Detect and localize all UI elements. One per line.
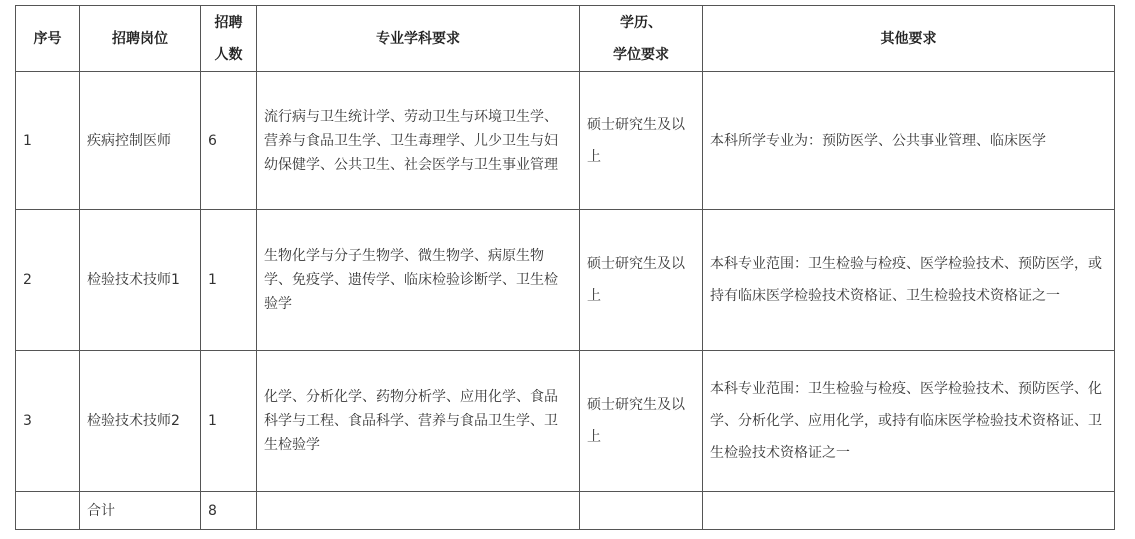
edu-text: 硕士研究生及以上: [587, 256, 685, 304]
major-text: 生物化学与分子生物学、微生物学、病原生物学、免疫学、遗传学、临床检验诊断学、卫生检验学: [264, 248, 558, 312]
cell-major: [257, 72, 580, 210]
cell-major: [257, 351, 580, 492]
other-text: 本科所学专业为：预防医学、公共事业管理、临床医学: [710, 132, 1046, 149]
table-row: [16, 210, 1115, 351]
table-row: [16, 72, 1115, 210]
major-text: 流行病与卫生统计学、劳动卫生与环境卫生学、营养与食品卫生学、卫生毒理学、儿少卫生与妇幼保健学、公共卫生、社会医学与卫生事业管理: [264, 108, 558, 173]
cell-other: [703, 351, 1115, 492]
total-row: [16, 492, 1115, 530]
cell-other: [703, 72, 1115, 210]
cell-other: [703, 210, 1115, 351]
header-no: 序号: [16, 6, 80, 72]
major-text: 化学、分析化学、药物分析学、应用化学、食品科学与工程、食品科学、营养与食品卫生学、卫生检验学: [264, 389, 558, 453]
cell-no: 3: [16, 351, 80, 492]
cell-count: 6: [201, 72, 257, 210]
cell-position: 检验技术技师2: [80, 351, 201, 492]
cell-count: 1: [201, 351, 257, 492]
header-other: 其他要求: [703, 6, 1115, 72]
cell-position: 疾病控制医师: [80, 72, 201, 210]
cell-no: 2: [16, 210, 80, 351]
cell-edu: [580, 210, 703, 351]
header-major: 专业学科要求: [257, 6, 580, 72]
recruitment-table: [15, 5, 1115, 530]
cell-count: 1: [201, 210, 257, 351]
edu-text: 硕士研究生及以上: [587, 116, 685, 165]
header-position: 招聘岗位: [80, 6, 201, 72]
table-row: [16, 351, 1115, 492]
total-count: 8: [201, 492, 257, 530]
cell-position: 检验技术技师1: [80, 210, 201, 351]
header-count: [201, 6, 257, 72]
cell-edu: [580, 72, 703, 210]
header-edu-line2: 学位要求: [613, 46, 669, 63]
cell-edu: [580, 351, 703, 492]
cell-major-empty: [257, 492, 580, 530]
total-label: 合计: [80, 492, 201, 530]
other-text: 本科专业范围：卫生检验与检疫、医学检验技术、预防医学、化学、分析化学、应用化学，或持有临床医学检验技术资格证、卫生检验技术资格证之一: [710, 381, 1102, 461]
recruitment-table-container: [15, 5, 1115, 530]
header-edu-line1: 学历、: [620, 14, 662, 31]
other-text: 本科专业范围：卫生检验与检疫、医学检验技术、预防医学，或持有临床医学检验技术资格证、卫生检验技术资格证之一: [710, 256, 1102, 304]
header-count-line2: 人数: [214, 46, 243, 63]
header-row: [16, 6, 1115, 72]
cell-other-empty: [703, 492, 1115, 530]
cell-edu-empty: [580, 492, 703, 530]
header-count-line1: 招聘: [214, 14, 243, 31]
cell-no-empty: [16, 492, 80, 530]
edu-text: 硕士研究生及以上: [587, 397, 685, 445]
cell-major: [257, 210, 580, 351]
header-edu: [580, 6, 703, 72]
cell-no: 1: [16, 72, 80, 210]
